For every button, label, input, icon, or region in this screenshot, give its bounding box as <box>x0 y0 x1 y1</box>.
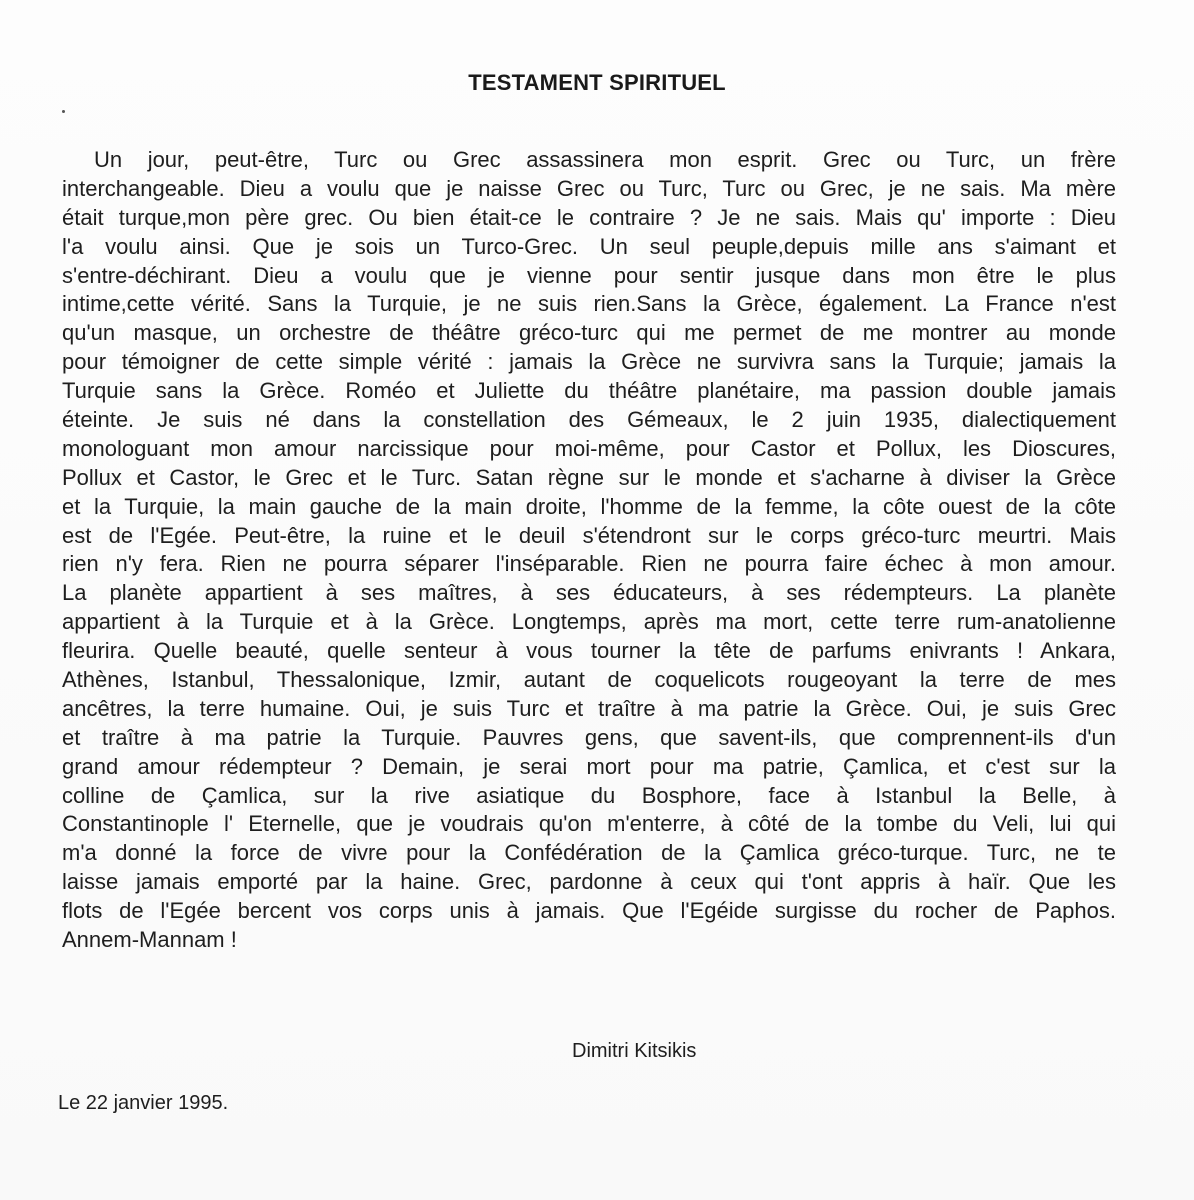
body-line-last: Annem-Mannam ! <box>62 927 237 953</box>
body-line: était turque,mon père grec. Ou bien était-ce le contraire ? Je ne sais. Mais qu' importe : Dieu <box>62 204 1116 230</box>
body-line: Constantinople l' Eternelle, que je voudrais qu'on m'enterre, à côté de la tombe du Veli, lui qui <box>62 811 1116 837</box>
body-line: l'a voulu ainsi. Que je sois un Turco-Grec. Un seul peuple,depuis mille ans s'aimant et <box>62 233 1116 259</box>
body-line: intime,cette vérité. Sans la Turquie, je ne suis rien.Sans la Grèce, également. La France n'est <box>62 291 1116 317</box>
body-line: fleurira. Quelle beauté, quelle senteur à vous tourner la tête de parfums enivrants ! Ankara, <box>62 638 1116 664</box>
body-line: colline de Çamlica, sur la rive asiatique du Bosphore, face à Istanbul la Belle, à <box>62 782 1116 808</box>
body-line: Un jour, peut-être, Turc ou Grec assassinera mon esprit. Grec ou Turc, un frère <box>94 147 1116 172</box>
body-line: et traître à ma patrie la Turquie. Pauvres gens, que savent-ils, que comprennent-ils d'un <box>62 724 1116 750</box>
body-line: interchangeable. Dieu a voulu que je naisse Grec ou Turc, Turc ou Grec, je ne sais. Ma mère <box>62 175 1116 201</box>
document-title: TESTAMENT SPIRITUEL <box>468 70 726 95</box>
body-line: qu'un masque, un orchestre de théâtre gréco-turc qui me permet de me montrer au monde <box>62 320 1116 346</box>
body-line: ancêtres, la terre humaine. Oui, je suis Turc et traître à ma patrie la Grèce. Oui, je suis Grec <box>62 695 1116 721</box>
testament-body <box>62 146 1116 955</box>
body-line: flots de l'Egée bercent vos corps unis à jamais. Que l'Egéide surgisse du rocher de Paphos. <box>62 898 1116 924</box>
body-line: pour témoigner de cette simple vérité : jamais la Grèce ne survivra sans la Turquie; jamais la <box>62 349 1116 375</box>
body-line: monologuant mon amour narcissique pour moi-même, pour Castor et Pollux, les Dioscures, <box>62 435 1116 461</box>
body-line: s'entre-déchirant. Dieu a voulu que je vienne pour sentir jusque dans mon être le plus <box>62 262 1116 288</box>
document-date: Le 22 janvier 1995. <box>58 1092 229 1114</box>
author-signature: Dimitri Kitsikis <box>572 1040 697 1062</box>
body-line: Pollux et Castor, le Grec et le Turc. Satan règne sur le monde et s'acharne à diviser la Grèce <box>62 464 1116 490</box>
body-line: La planète appartient à ses maîtres, à ses éducateurs, à ses rédempteurs. La planète <box>62 580 1116 606</box>
body-line: appartient à la Turquie et à la Grèce. Longtemps, après ma mort, cette terre rum-anatolienne <box>62 609 1116 635</box>
body-line: est de l'Egée. Peut-être, la ruine et le deuil s'étendront sur le corps gréco-turc meurtri. Mais <box>62 522 1116 548</box>
body-line: rien n'y fera. Rien ne pourra séparer l'inséparable. Rien ne pourra faire échec à mon amour. <box>62 551 1116 577</box>
body-line: Turquie sans la Grèce. Roméo et Juliette du théâtre planétaire, ma passion double jamais <box>62 378 1116 404</box>
body-line: laisse jamais emporté par la haine. Grec, pardonne à ceux qui t'ont appris à haïr. Que les <box>62 869 1116 895</box>
body-line: éteinte. Je suis né dans la constellation des Gémeaux, le 2 juin 1935, dialectiquement <box>62 407 1116 433</box>
body-line: Athènes, Istanbul, Thessalonique, Izmir, autant de coquelicots rougeoyant la terre de mes <box>62 667 1116 693</box>
body-line: et la Turquie, la main gauche de la main droite, l'homme de la femme, la côte ouest de la côte <box>62 493 1116 519</box>
body-line: grand amour rédempteur ? Demain, je serai mort pour ma patrie, Çamlica, et c'est sur la <box>62 753 1116 779</box>
paper-speck <box>62 110 65 113</box>
body-line: m'a donné la force de vivre pour la Confédération de la Çamlica gréco-turque. Turc, ne te <box>62 840 1116 866</box>
